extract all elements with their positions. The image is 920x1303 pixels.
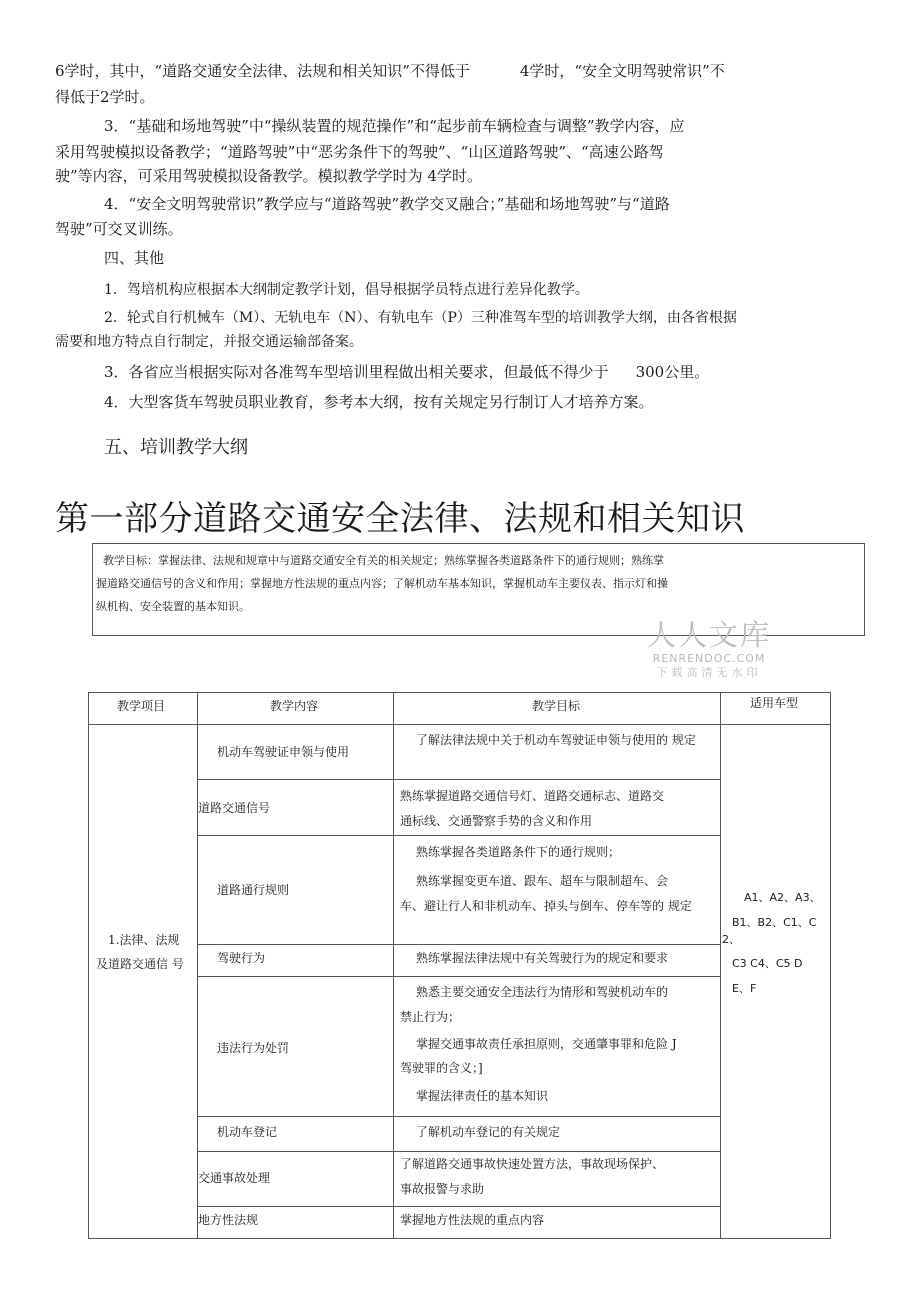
content-cell: 地方性法规 [198,1213,259,1227]
table-row-line [197,835,721,836]
content-cell: 驾驶行为 [217,951,266,965]
table-row-line [197,944,721,945]
table-row-line [197,976,721,977]
para-line: 300公里。 [635,363,710,381]
goal-cell: 驾驶罪的含义；] [400,1061,483,1075]
content-cell: 交通事故处理 [198,1171,271,1185]
goal-cell: 通标线、交通警察手势的含义和作用 [400,814,593,828]
para-line: 得低于2学时。 [55,88,155,106]
vehicle-types: C3 C4、C5 D [732,957,803,970]
watermark-caption: 下载高清无水印 [656,666,762,679]
header-vehicle: 适用车型 [750,696,799,710]
para-teaching-hours [55,59,725,83]
goal-cell: 车、避让行人和非机动车、掉头与倒车、停车等的 规定 [400,899,692,913]
section-4-heading: 四、其他 [104,249,165,267]
watermark-title: 人人文库 [646,618,771,652]
para-line: 3．各省应当根据实际对各准驾车型培训里程做出相关要求，但最低不得少于 [104,363,609,381]
header-content: 教学内容 [270,699,319,713]
watermark-site: RENRENDOC.COM [652,652,766,665]
goal-cell: 掌握地方性法规的重点内容 [400,1213,545,1227]
table-col-line [720,692,721,1239]
para-item-4-line1: 4．“安全文明驾驶常识”教学应与“道路驾驶”教学交叉融合；”基础和场地驾驶”与“道路 [104,195,670,213]
project-label: 及道路交通信 号 [96,957,184,971]
table-row-line [88,724,831,725]
content-cell: 机动车驾驶证申领与使用 [217,745,350,759]
goal-cell: 掌握交通事故责任承担原则，交通肇事罪和危险 J [416,1037,677,1051]
content-cell: 违法行为处罚 [217,1041,290,1055]
para-line: 6学时，其中，“道路交通安全法律、法规和相关知识”不得低于 [55,62,470,80]
goal-line: 握道路交通信号的含义和作用；掌握地方性法规的重点内容；了解机动车基本知识，掌握机动车主要仪表、指示灯和操 [96,577,668,590]
project-label: 1.法律、法规 [108,933,180,947]
other-item-2-line2: 需要和地方特点自行制定，并报交通运输部备案。 [55,334,363,350]
vehicle-types: E、F [732,982,757,995]
content-cell: 机动车登记 [217,1125,278,1139]
para-item-3-line3: 驶”等内容，可采用驾驶模拟设备教学。模拟教学学时为 4学时。 [55,167,482,185]
para-line: 4学时，“安全文明驾驶常识”不 [519,62,725,80]
para-item-3-line1: 3．“基础和场地驾驶”中“操纵装置的规范操作”和“起步前车辆检查与调整”教学内容，应 [104,117,685,135]
goal-cell: 事故报警与求助 [400,1182,485,1196]
other-item-3 [104,360,709,384]
section-5-heading: 五、培训教学大纲 [104,437,248,458]
table-border [88,692,89,1239]
goal-cell: 了解法律法规中关于机动车驾驶证申领与使用的 规定 [416,733,696,747]
goal-cell: 熟悉主要交通安全违法行为情形和驾驶机动车的 [416,985,669,999]
table-border [830,692,831,1239]
content-cell: 道路交通信号 [198,801,271,815]
goal-cell: 了解道路交通事故快速处置方法，事故现场保护、 [400,1157,665,1171]
table-col-line [393,692,394,1239]
goal-cell: 了解机动车登记的有关规定 [416,1125,561,1139]
para-item-3-line2: 采用驾驶模拟设备教学；“道路驾驶”中“恶劣条件下的驾驶”、“山区道路驾驶”、“高速公路驾 [55,143,664,161]
goal-line: 教学目标：掌握法律、法规和规章中与道路交通安全有关的相关规定；熟练掌握各类道路条件下的通行规则；熟练掌 [103,554,664,567]
content-cell: 道路通行规则 [217,883,290,897]
other-item-4: 4．大型客货车驾驶员职业教育，参考本大纲，按有关规定另行制订人才培养方案。 [104,393,654,411]
goal-line: 纵机构、安全装置的基本知识。 [96,600,250,613]
vehicle-types: A1、A2、A3、 [744,891,821,904]
header-goal: 教学目标 [532,699,581,713]
header-project: 教学项目 [117,699,166,713]
table-col-line [197,692,198,1239]
part-title: 第一部分道路交通安全法律、法规和相关知识 [55,499,745,539]
goal-cell: 禁止行为； [400,1010,461,1024]
goal-cell: 熟练掌握各类道路条件下的通行规则； [416,845,621,859]
other-item-2-line1: 2．轮式自行机械车（M）、无轨电车（N）、有轨电车（P）三种准驾车型的培训教学大纲，由各省根据 [104,310,737,326]
syllabus-table [88,692,831,1239]
vehicle-types: 2、 [722,933,740,946]
table-row-line [197,1116,721,1117]
other-item-1: 1．驾培机构应根据本大纲制定教学计划，倡导根据学员特点进行差异化教学。 [104,282,589,298]
vehicle-types: B1、B2、C1、C [732,916,817,929]
table-row-line [197,1151,721,1152]
goal-cell: 熟练掌握变更车道、跟车、超车与限制超车、会 [416,874,669,888]
goal-cell: 掌握法律责任的基本知识 [416,1089,549,1103]
para-item-4-line2: 驾驶”可交叉训练。 [55,220,183,238]
table-row-line [197,1206,721,1207]
watermark-logo [645,618,773,680]
goal-cell: 熟练掌握法律法规中有关驾驶行为的规定和要求 [416,951,669,965]
table-row-line [197,779,721,780]
goal-cell: 熟练掌握道路交通信号灯、道路交通标志、道路交 [400,789,665,803]
